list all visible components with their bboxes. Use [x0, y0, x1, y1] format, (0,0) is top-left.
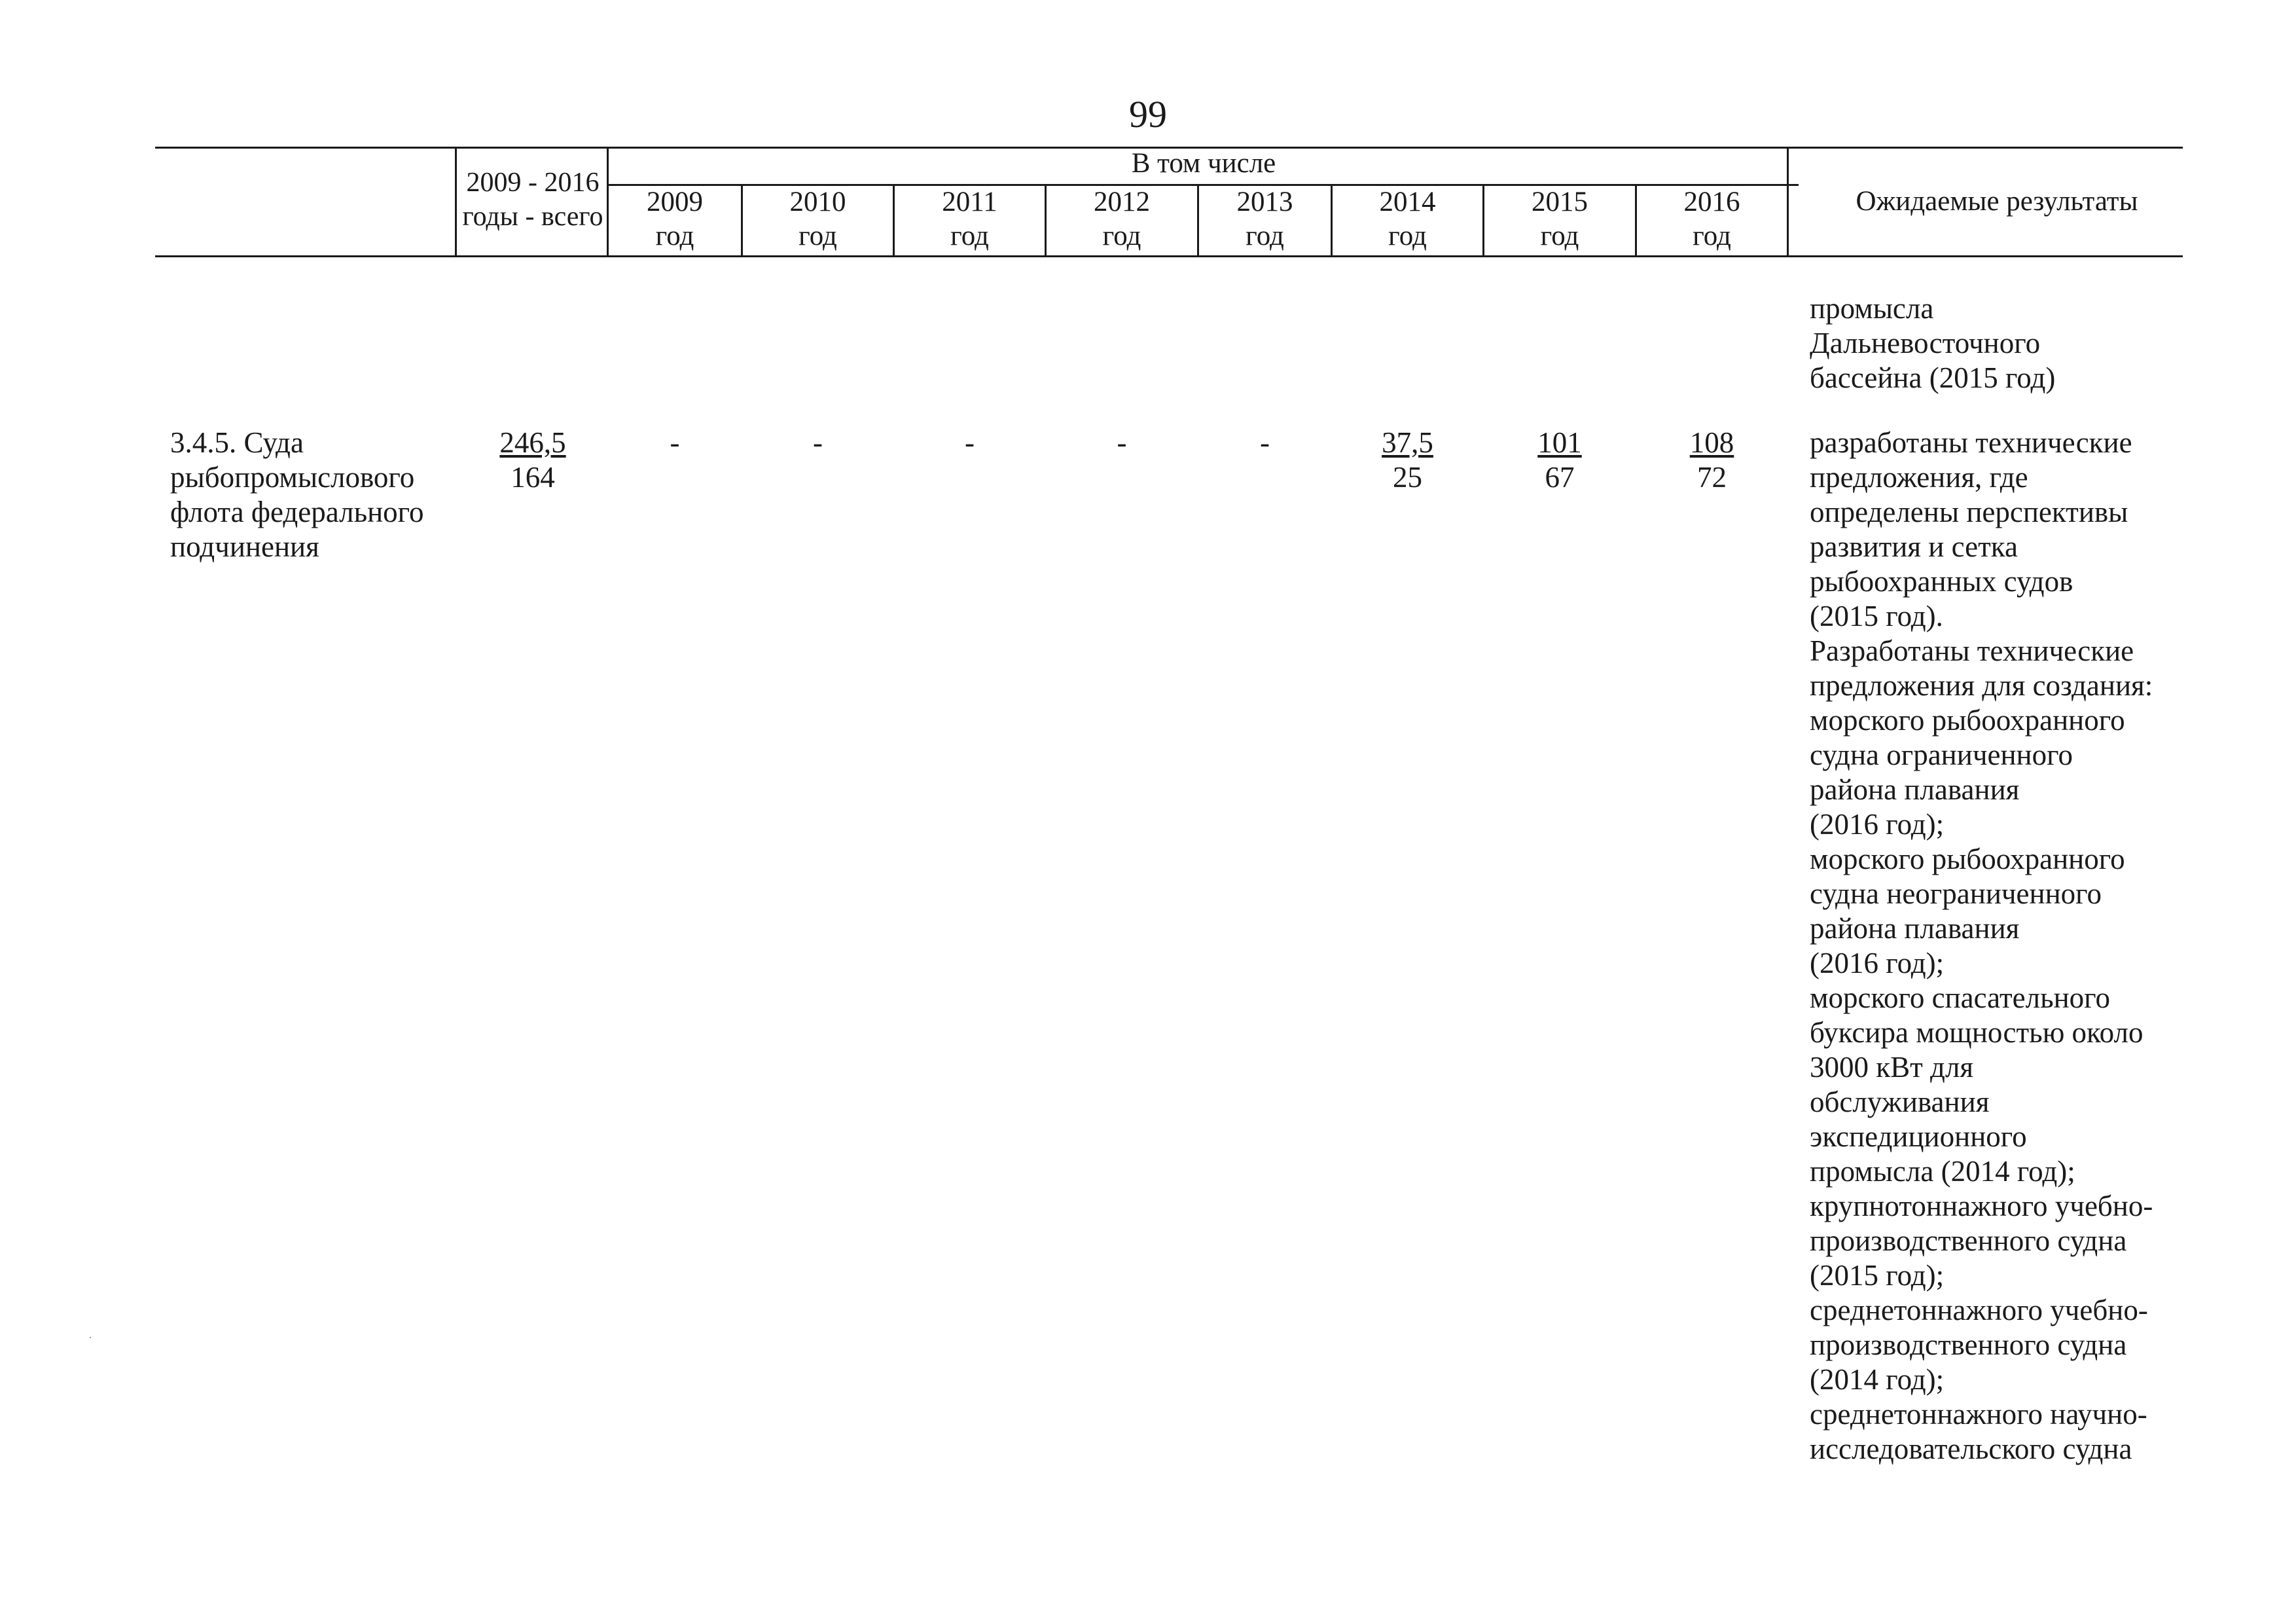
scan-speck	[90, 1337, 91, 1338]
year-unit: год	[1693, 221, 1731, 251]
row-value-2009: -	[670, 426, 680, 459]
header-including: В том числе	[1131, 148, 1276, 179]
row-value-2013: -	[1260, 426, 1270, 459]
header-year-2014	[1333, 185, 1482, 253]
total-top-value: 246,5	[499, 426, 566, 459]
header-bottom-rule	[155, 255, 2183, 257]
value-2016-top: 108	[1689, 426, 1734, 459]
year-unit: год	[798, 221, 837, 251]
header-year-2012	[1047, 185, 1197, 253]
row-value-2010: -	[813, 426, 823, 459]
header-total-period: 2009 - 2016 годы - всего	[462, 168, 603, 232]
value-2014-top: 37,5	[1382, 426, 1433, 459]
year-label: 2014	[1379, 187, 1436, 217]
year-label: 2010	[789, 187, 846, 217]
header-year-2009	[609, 185, 741, 253]
year-unit: год	[1388, 221, 1427, 251]
value-2016-bottom: 72	[1697, 461, 1727, 494]
row-value-2016	[1637, 426, 1787, 495]
year-unit: год	[655, 221, 694, 251]
row-title: 3.4.5. Суда рыбопромыслового флота федерального подчинения	[170, 426, 424, 563]
year-label: 2013	[1236, 187, 1293, 217]
row-expected-results: разработаны технические предложения, где определены перспективы развития и сетка рыбоохранных судов (2015 год). Разработаны технические предложения для создания: морского рыбоохранного судна ограниченного района плавания (2016 год); морского рыбоохранного судна неограниченного района плавания (2016 год); морского спасательного буксира мощностью около 3000 кВт для обслуживания экспедиционного промысла (2014 год); крупнотоннажного учебно- производственного судна (2015 год); среднетоннажного учебно- производственного судна (2014 год); среднетоннажного научно- исследовательского судна	[1810, 426, 2153, 1465]
header-year-2015	[1484, 185, 1635, 253]
year-label: 2016	[1683, 187, 1740, 217]
header-expected-results: Ожидаемые результаты	[1856, 186, 2138, 217]
year-unit: год	[1246, 221, 1284, 251]
header-year-2016	[1637, 185, 1787, 253]
page-number: 99	[1129, 93, 1167, 136]
year-unit: год	[1102, 221, 1141, 251]
total-bottom-value: 164	[511, 461, 555, 494]
continuation-results-text: промысла Дальневосточного бассейна (2015 год)	[1810, 292, 2056, 394]
year-unit: год	[950, 221, 989, 251]
row-value-2015	[1484, 426, 1635, 495]
row-value-2011: -	[965, 426, 975, 459]
value-2015-top: 101	[1537, 426, 1582, 459]
header-year-2010	[743, 185, 893, 253]
year-unit: год	[1540, 221, 1579, 251]
value-2014-bottom: 25	[1393, 461, 1422, 494]
year-label: 2011	[942, 187, 997, 217]
year-label: 2009	[647, 187, 703, 217]
row-value-2014	[1333, 426, 1482, 495]
year-label: 2015	[1532, 187, 1588, 217]
header-year-2013	[1199, 185, 1331, 253]
value-2015-bottom: 67	[1545, 461, 1575, 494]
year-label: 2012	[1094, 187, 1150, 217]
row-total-value	[457, 426, 609, 495]
header-year-2011	[895, 185, 1045, 253]
row-value-2012: -	[1117, 426, 1127, 459]
